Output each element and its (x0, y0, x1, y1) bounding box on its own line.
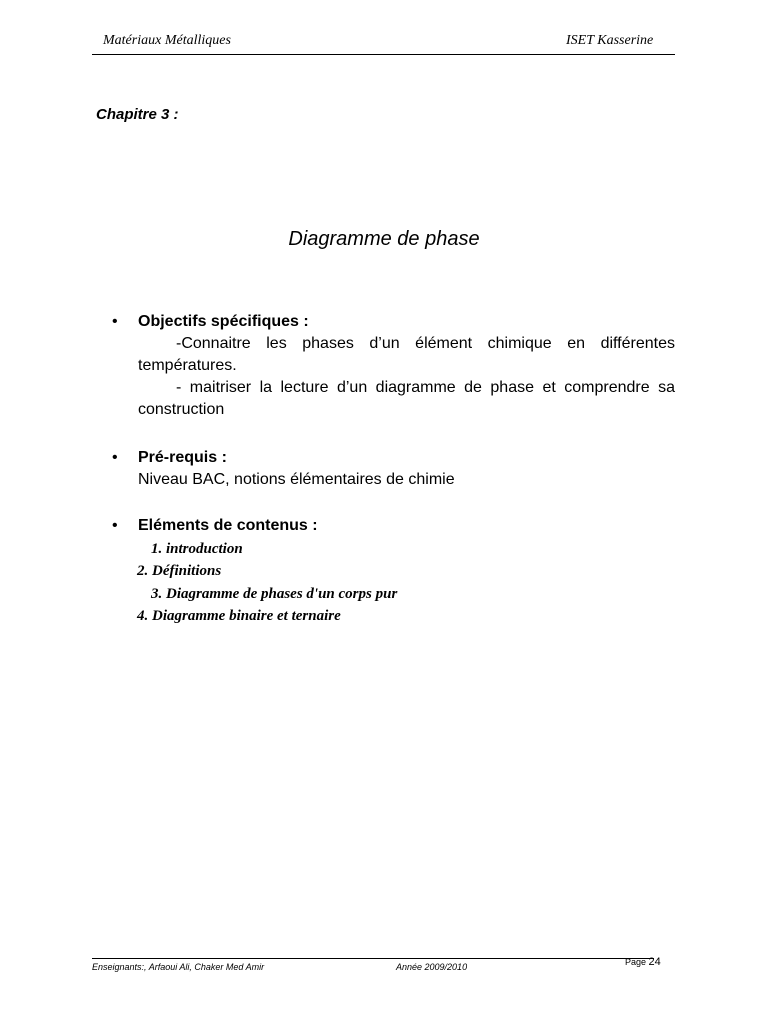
footer-year: Année 2009/2010 (396, 962, 468, 972)
prerequisites-text: Niveau BAC, notions élémentaires de chimie (138, 471, 455, 488)
header-institution: ISET Kasserine (566, 33, 654, 48)
footer-page-label: Page (625, 957, 647, 967)
footer-page-indicator (625, 956, 661, 968)
prerequisites-heading: Pré-requis : (138, 449, 227, 466)
objective-item: -Connaitre les phases d’un élément chimique en différentes températures. (138, 335, 675, 374)
objectives-heading: Objectifs spécifiques : (138, 313, 309, 330)
contents-item: 2. Définitions (137, 563, 222, 579)
header-divider (92, 54, 675, 55)
objectives-bullet: • (112, 313, 118, 330)
contents-item: 3. Diagramme de phases d'un corps pur (151, 586, 398, 602)
contents-bullet: • (112, 517, 118, 534)
prerequisites-bullet: • (112, 449, 118, 466)
footer-divider (92, 958, 654, 959)
contents-item: 4. Diagramme binaire et ternaire (137, 608, 341, 624)
chapter-label: Chapitre 3 : (96, 106, 179, 123)
header-course-title: Matériaux Métalliques (103, 33, 231, 48)
contents-item: 1. introduction (151, 541, 243, 557)
contents-heading: Eléments de contenus : (138, 517, 318, 534)
footer-teachers: Enseignants:, Arfaoui Ali, Chaker Med Amir (92, 962, 265, 972)
page-title: Diagramme de phase (288, 228, 480, 250)
footer-page-number: 24 (648, 956, 661, 968)
objective-item: - maitriser la lecture d’un diagramme de phase et comprendre sa construction (138, 379, 675, 418)
